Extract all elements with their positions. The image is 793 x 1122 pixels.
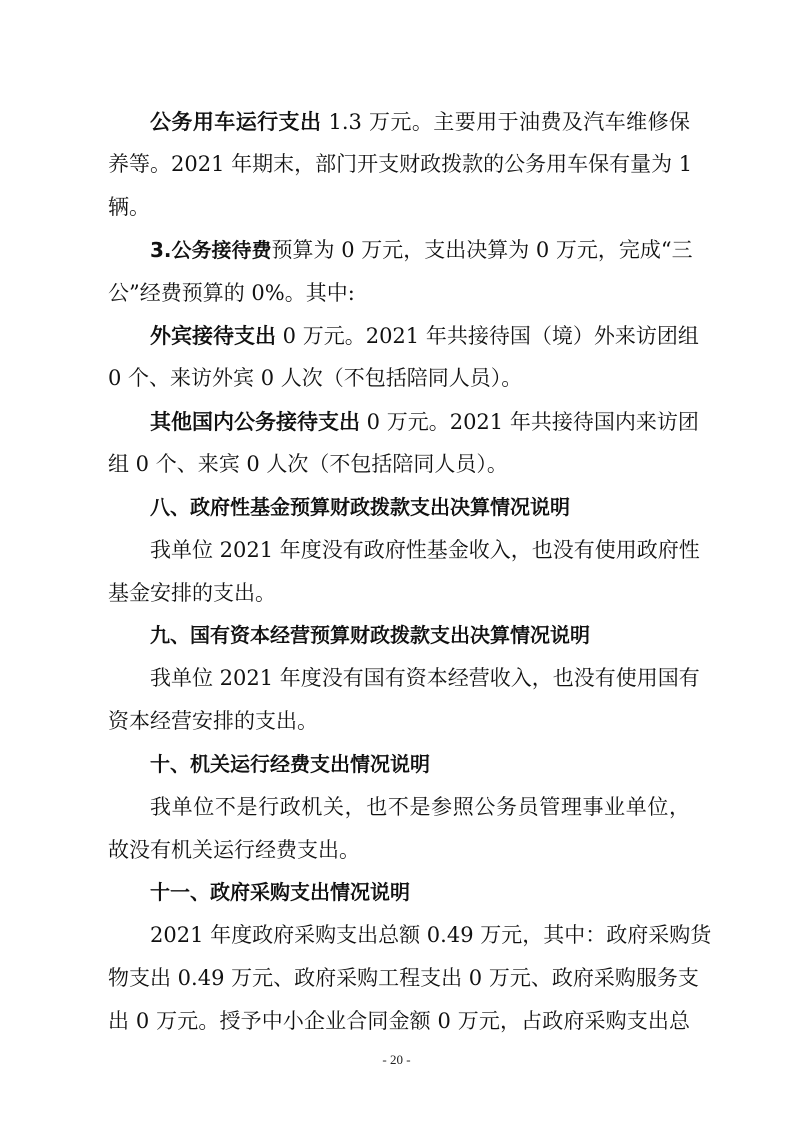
foreign-para-line-1 [150,322,699,350]
foreign-label: 外宾接待支出 [150,323,276,348]
vehicle-para-line-2: 养等。2021 年期末，部门开支财政拨款的公务用车保有量为 1 [108,152,693,176]
domestic-para-line-2: 组 0 个、来宾 0 人次（不包括陪同人员）。 [108,452,508,476]
reception-label: 3.公务接待费 [150,238,272,262]
page-number: - 20 - [382,1052,411,1067]
section8-line-1: 我单位 2021 年度没有政府性基金收入，也没有使用政府性 [150,538,700,562]
section10-line-2: 故没有机关运行经费支出。 [108,838,360,862]
reception-line1-rest: 预算为 0 万元，支出决算为 0 万元，完成“三 [271,238,693,262]
section8-line-2: 基金安排的支出。 [108,581,276,605]
vehicle-para-line-1 [150,108,690,136]
section10-line-1: 我单位不是行政机关，也不是参照公务员管理事业单位， [150,795,690,819]
reception-para-line-1 [150,236,693,264]
vehicle-line1-rest: 1.3 万元。主要用于油费及汽车维修保 [321,110,691,134]
vehicle-para-line-3: 辆。 [108,195,150,219]
section11-line-3: 出 0 万元。授予中小企业合同金额 0 万元，占政府采购支出总 [108,1009,690,1033]
section9-line-1: 我单位 2021 年度没有国有资本经营收入，也没有使用国有 [150,666,700,690]
vehicle-label: 公务用车运行支出 [150,109,322,134]
section9-line-2: 资本经营安排的支出。 [108,709,318,733]
domestic-line1-rest: 0 万元。2021 年共接待国内来访团 [360,410,699,434]
section9-heading: 九、国有资本经营预算财政拨款支出决算情况说明 [150,623,590,647]
reception-para-line-2: 公”经费预算的 0%。其中: [108,281,355,305]
domestic-label: 其他国内公务接待支出 [150,409,360,434]
section10-heading: 十、机关运行经费支出情况说明 [150,752,430,776]
section11-line-2: 物支出 0.49 万元、政府采购工程支出 0 万元、政府采购服务支 [108,966,699,990]
domestic-para-line-1 [150,408,699,436]
section8-heading: 八、政府性基金预算财政拨款支出决算情况说明 [150,495,570,519]
foreign-line1-rest: 0 万元。2021 年共接待国（境）外来访团组 [276,324,699,348]
section11-heading: 十一、政府采购支出情况说明 [150,880,410,904]
section11-line-1: 2021 年度政府采购支出总额 0.49 万元，其中：政府采购货 [150,923,712,947]
foreign-para-line-2: 0 个、来访外宾 0 人次（不包括陪同人员）。 [108,366,523,390]
